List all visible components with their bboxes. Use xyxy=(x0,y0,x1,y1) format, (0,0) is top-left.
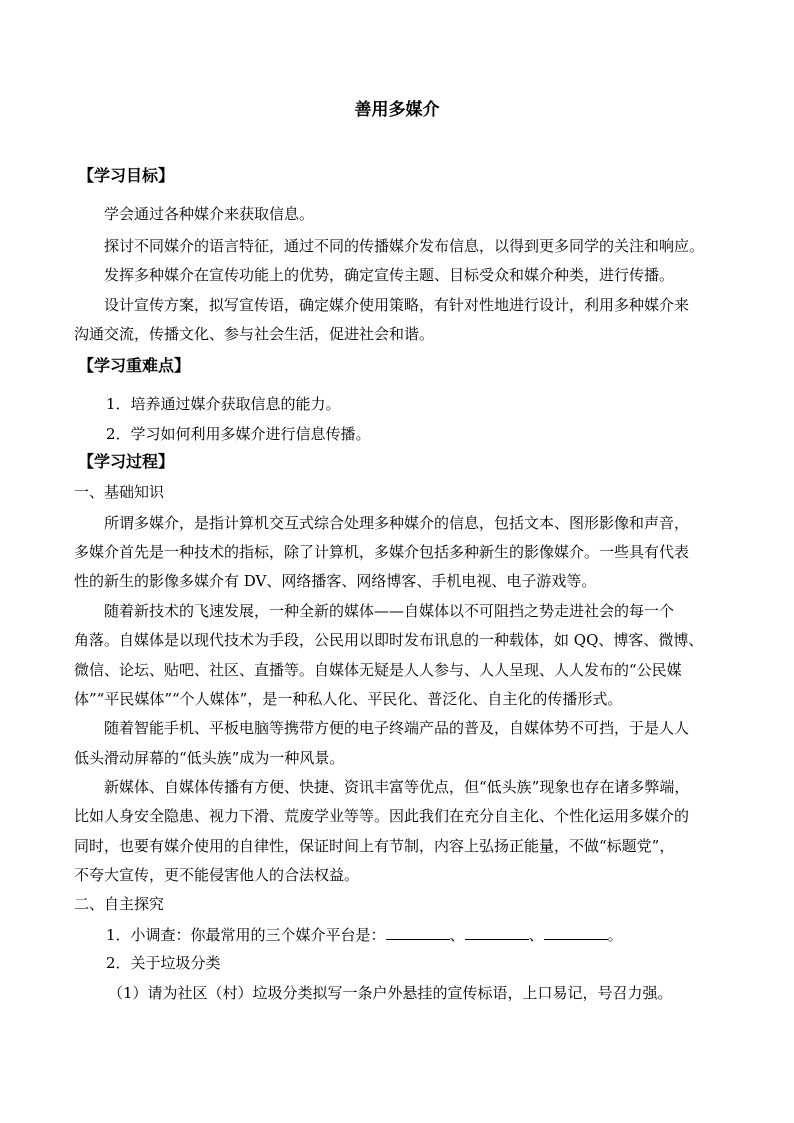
survey-prefix: 1．小调查：你最常用的三个媒介平台是： xyxy=(106,926,386,944)
keypoints-item-1: 1．培养通过媒介获取信息的能力。 xyxy=(106,395,341,413)
basics-paragraph-3-line-1: 随着智能手机、平板电脑等携带方便的电子终端产品的普及，自媒体势不可挡，于是人人 xyxy=(104,719,690,737)
survey-blank-2[interactable] xyxy=(465,924,529,940)
keypoints-heading: 【学习重难点】 xyxy=(78,356,191,375)
process-heading: 【学习过程】 xyxy=(78,452,175,471)
garbage-question-1: （1）请为社区（村）垃圾分类拟写一条户外悬挂的宣传标语，上口易记，号召力强。 xyxy=(108,984,673,1002)
goals-paragraph-1: 学会通过各种媒介来获取信息。 xyxy=(104,205,315,223)
survey-separator-2: 、 xyxy=(528,926,544,944)
survey-end: 。 xyxy=(607,926,623,944)
basics-paragraph-2-line-3: 微信、论坛、贴吧、社区、直播等。自媒体无疑是人人参与、人人呈现、人人发布的“公民媒 xyxy=(74,661,682,679)
basics-paragraph-4-line-3: 同时，也要有媒介使用的自律性，保证时间上有节制，内容上弘扬正能量，不做“标题党”， xyxy=(74,837,675,855)
goals-paragraph-4-line-1: 设计宣传方案，拟写宣传语，确定媒介使用策略，有针对性地进行设计，利用多种媒介来 xyxy=(104,296,690,314)
goals-paragraph-2: 探讨不同媒介的语言特征，通过不同的传播媒介发布信息，以得到更多同学的关注和响应。 xyxy=(104,237,705,255)
basics-paragraph-1-line-2: 多媒介首先是一种技术的指标，除了计算机，多媒介包括多种新生的影像媒介。一些具有代表 xyxy=(74,543,690,561)
basics-paragraph-4-line-4: 不夸大宣传，更不能侵害他人的合法权益。 xyxy=(74,866,360,884)
basics-paragraph-2-line-2: 角落。自媒体是以现代技术为手段，公民用以即时发布讯息的一种载体，如 QQ、博客、微博、 xyxy=(74,631,704,649)
basics-paragraph-2-line-1: 随着新技术的飞速发展，一种全新的媒体——自媒体以不可阻挡之势走进社会的每一个 xyxy=(104,602,675,620)
survey-question xyxy=(106,924,623,945)
survey-blank-3[interactable] xyxy=(544,924,608,940)
goals-paragraph-3: 发挥多种媒介在宣传功能上的优势，确定宣传主题、目标受众和媒介种类，进行传播。 xyxy=(104,266,675,284)
basics-section-title: 一、基础知识 xyxy=(74,483,165,501)
basics-paragraph-1-line-3: 性的新生的影像多媒介有 DV、网络播客、网络博客、手机电视、电子游戏等。 xyxy=(74,572,597,590)
page-title: 善用多媒介 xyxy=(354,100,440,120)
garbage-title: 2．关于垃圾分类 xyxy=(106,954,221,972)
basics-paragraph-3-line-2: 低头滑动屏幕的“低头族”成为一种风景。 xyxy=(74,749,345,767)
goals-heading: 【学习目标】 xyxy=(78,166,175,185)
basics-paragraph-2-line-4: 体”“平民媒体”“个人媒体”，是一种私人化、平民化、普泛化、自主化的传播形式。 xyxy=(74,690,623,708)
survey-separator-1: 、 xyxy=(449,926,465,944)
explore-section-title: 二、自主探究 xyxy=(74,895,165,913)
keypoints-item-2: 2．学习如何利用多媒介进行信息传播。 xyxy=(106,425,371,443)
survey-blank-1[interactable] xyxy=(386,924,450,940)
basics-paragraph-4-line-1: 新媒体、自媒体传播有方便、快捷、资讯丰富等优点，但“低头族”现象也存在诸多弊端， xyxy=(104,778,690,796)
goals-paragraph-4-line-2: 沟通交流，传播文化、参与社会生活，促进社会和谐。 xyxy=(74,325,435,343)
basics-paragraph-1-line-1: 所谓多媒介，是指计算机交互式综合处理多种媒介的信息，包括文本、图形影像和声音， xyxy=(104,514,690,532)
basics-paragraph-4-line-2: 比如人身安全隐患、视力下滑、荒废学业等等。因此我们在充分自主化、个性化运用多媒介的 xyxy=(74,807,690,825)
